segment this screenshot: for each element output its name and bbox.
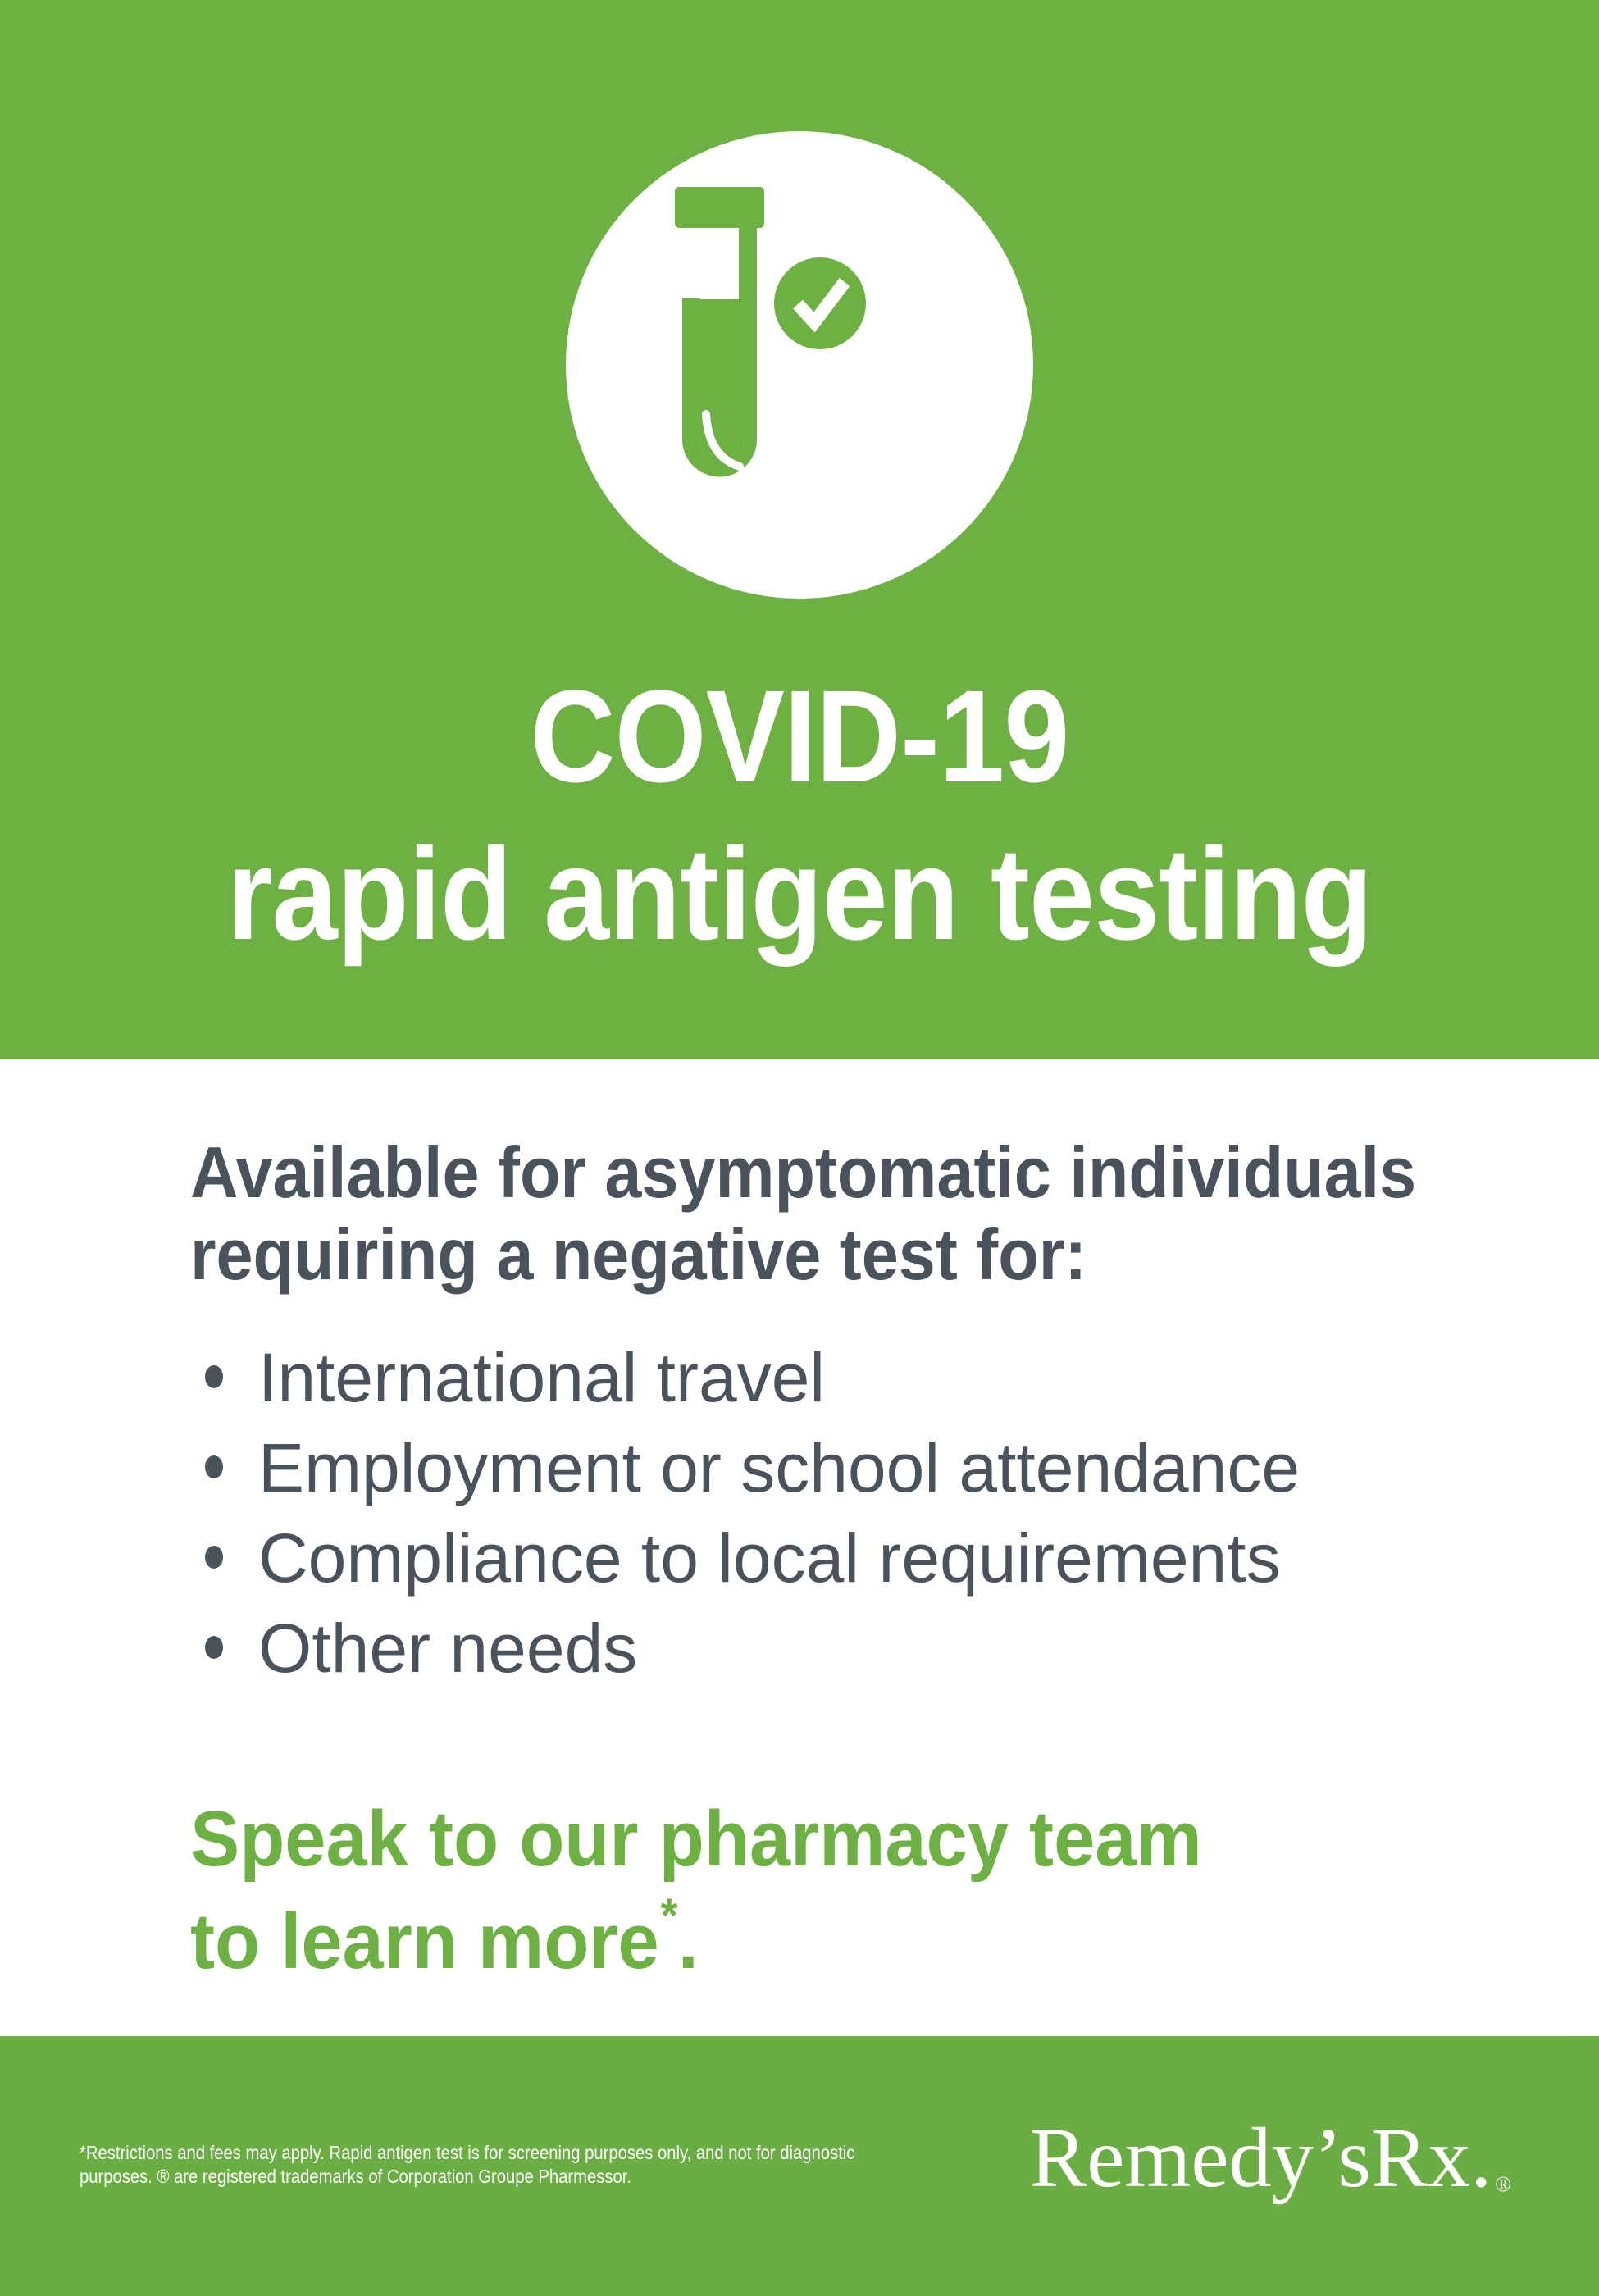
tube-highlight-notch [676, 228, 701, 298]
list-item [190, 1423, 1300, 1513]
title-line-2: rapid antigen testing [226, 820, 1373, 967]
page-title [80, 658, 1519, 973]
footnote-line-2: purposes. ® are registered trademarks of Corporation Groupe Pharmessor. [80, 2166, 632, 2187]
bullet-list [190, 1332, 1300, 1693]
header-section [0, 0, 1599, 1059]
check-badge [774, 257, 866, 349]
footnote [80, 2141, 854, 2189]
bullet-text: Employment or school attendance [258, 1429, 1301, 1506]
brand-logo [1029, 2111, 1511, 2205]
footnote-line-1: *Restrictions and fees may apply. Rapid antigen test is for screening purposes only, and not for diagnostic [80, 2142, 855, 2163]
cta-text [190, 1795, 1202, 1985]
icon-circle [566, 131, 1033, 599]
bullet-text: Other needs [258, 1610, 638, 1687]
bullet-text: Compliance to local requirements [258, 1519, 1281, 1597]
body-heading [190, 1132, 1416, 1296]
bullet-text: International travel [258, 1339, 826, 1416]
icon-background-circle [566, 131, 1033, 599]
heading-line-2: requiring a negative test for: [190, 1214, 1087, 1295]
cta-line-2: to learn more*. [190, 1889, 699, 1985]
test-tube-check-icon [566, 131, 1033, 599]
cta-period: . [677, 1897, 699, 1985]
brand-wordmark: Remedy’sRx. [1029, 2111, 1492, 2205]
cta-line-1: Speak to our pharmacy team [190, 1795, 1202, 1883]
registered-trademark-icon: ® [1495, 2172, 1511, 2196]
cta-asterisk: * [660, 1889, 678, 1943]
heading-line-1: Available for asymptomatic individuals [190, 1132, 1417, 1213]
list-item [190, 1603, 1300, 1693]
list-item [190, 1513, 1300, 1603]
list-item [190, 1332, 1300, 1423]
title-line-1: COVID-19 [530, 663, 1069, 809]
